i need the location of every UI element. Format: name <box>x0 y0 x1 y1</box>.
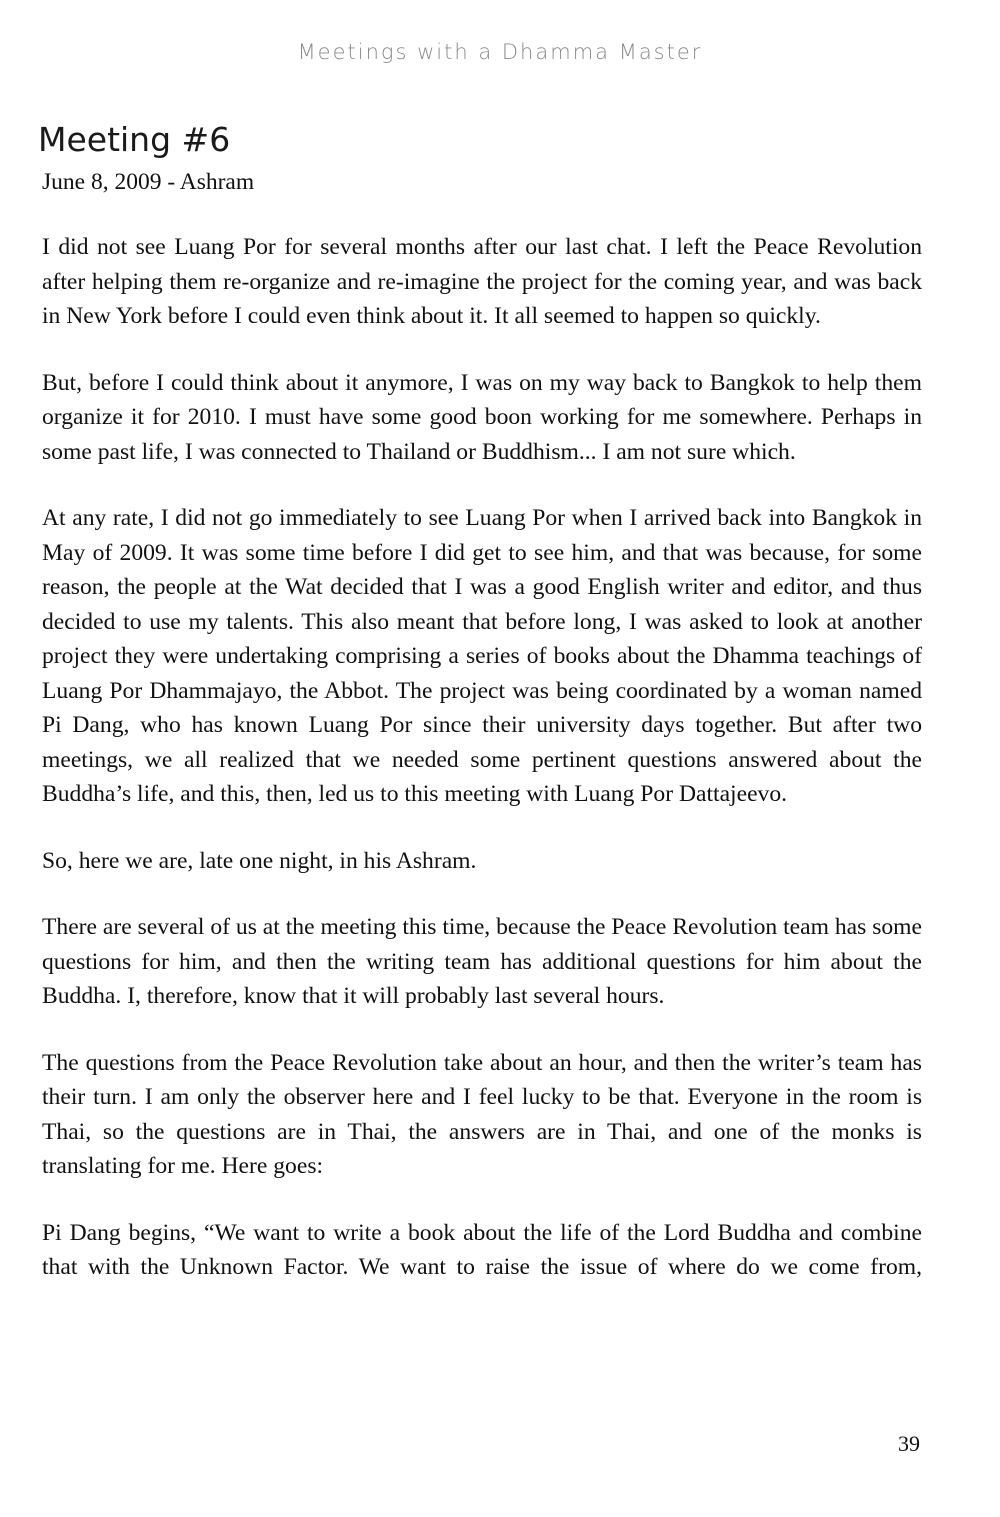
paragraph: So, here we are, late one night, in his Ashram. <box>42 847 477 874</box>
paragraph: But, before I could think about it anymore, I was on my way back to Bangkok to help them organize it for 2010. I must have some good boon working for me somewhere. Perhaps in some past life, I was connected to Thailand or Buddhism... I am not sure which. <box>42 369 922 465</box>
paragraph: I did not see Luang Por for several months after our last chat. I left the Peace Revolution after helping them re-organize and re-imagine the project for the coming year, and was back in New York before I could even think about it. It all seemed to happen so quickly. <box>42 234 922 329</box>
paragraph: At any rate, I did not go immediately to see Luang Por when I arrived back into Bangkok in May of 2009. It was some time before I did get to see him, and that was because, for some reason, the people at the Wat decided that I was a good English writer and editor, and thus decided to use my talents. This also meant that before long, I was asked to look at another project they were undertaking comprising a series of books about the Dhamma teachings of Luang Por Dhammajayo, the Abbot. The project was being coordinated by a woman named Pi Dang, who has known Luang Por since their university days together. But after two meetings, we all realized that we needed some pertinent questions answered about the Buddha’s life, and this, then, led us to this meeting with Luang Por Dattajeevo. <box>42 505 922 807</box>
meeting-date: June 8, 2009 - Ashram <box>42 169 255 195</box>
page-number: 39 <box>898 1431 920 1456</box>
chapter-title: Meeting #6 <box>38 120 231 159</box>
paragraph: There are several of us at the meeting this time, because the Peace Revolution team has some questions for him, and then the writing team has additional questions for him about the Buddha. I, therefore, know that it will probably last several hours. <box>42 914 922 1009</box>
paragraph: Pi Dang begins, “We want to write a book about the life of the Lord Buddha and combine that with the Unknown Factor. We want to raise the issue of where do we come from, <box>42 1219 922 1280</box>
paragraph: The questions from the Peace Revolution take about an hour, and then the writer’s team has their turn. I am only the observer here and I feel lucky to be that. Everyone in the room is Thai, so the questions are in Thai, the answers are in Thai, and one of the monks is translating for me. Here goes: <box>42 1049 922 1179</box>
body-text <box>42 230 922 1317</box>
running-header: Meetings with a Dhamma Master <box>297 40 703 64</box>
